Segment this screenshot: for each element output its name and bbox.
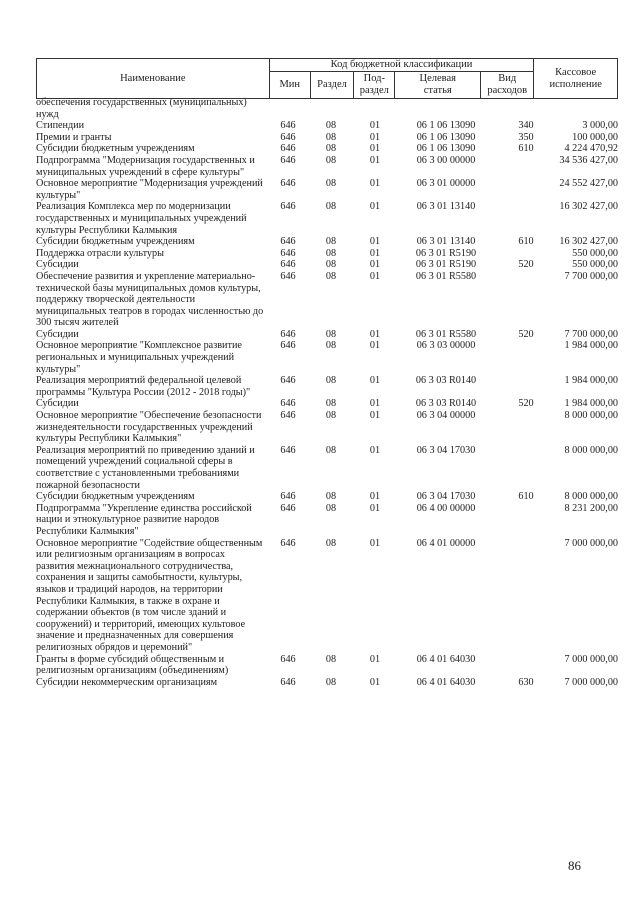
row-tselevaya: 06 4 01 64030 <box>416 676 476 688</box>
row-vid: 340 <box>518 120 534 132</box>
row-sum: 1 984 000,00 <box>564 398 618 410</box>
row-min: 646 <box>280 537 296 549</box>
row-razdel: 08 <box>325 143 337 155</box>
row-sum: 8 000 000,00 <box>564 444 618 456</box>
row-razdel: 08 <box>325 328 337 340</box>
row-name: Субсидии <box>36 259 79 271</box>
row-tselevaya: 06 1 06 13090 <box>416 143 476 155</box>
row-podrazdel: 01 <box>369 236 381 248</box>
row-tselevaya: 06 3 01 R5580 <box>415 270 477 282</box>
table-row <box>36 375 618 398</box>
row-min: 646 <box>280 398 296 410</box>
row-razdel: 08 <box>325 444 337 456</box>
row-sum: 34 536 427,00 <box>559 154 618 166</box>
row-podrazdel: 01 <box>369 444 381 456</box>
row-sum: 7 000 000,00 <box>564 537 618 549</box>
row-vid: 630 <box>518 676 534 688</box>
row-min: 646 <box>280 143 296 155</box>
row-min: 646 <box>280 236 296 248</box>
row-min: 646 <box>280 178 296 190</box>
row-sum: 1 984 000,00 <box>564 375 618 387</box>
row-min: 646 <box>280 444 296 456</box>
table-row <box>36 654 618 677</box>
row-name: обеспечения государственных (муниципальных) нужд <box>36 97 247 120</box>
row-vid: 610 <box>518 143 534 155</box>
row-tselevaya: 06 3 01 R5190 <box>415 259 477 271</box>
row-razdel: 08 <box>325 676 337 688</box>
row-razdel: 08 <box>325 259 337 271</box>
row-razdel: 08 <box>325 398 337 410</box>
row-min: 646 <box>280 410 296 422</box>
table-row <box>36 248 618 260</box>
row-podrazdel: 01 <box>369 340 381 352</box>
row-name: Основное мероприятие "Обеспечение безопасности жизнедеятельности государственных учреждений культуры Республики Калмыкия" <box>36 410 262 445</box>
row-tselevaya: 06 3 01 00000 <box>416 178 476 190</box>
row-name: Основное мероприятие "Содействие общественным или религиозным организациям в вопросах развития межнационального сотрудничества, сохранения и защиты самобытности, культуры, языков и традиций народов, на территории Республики Калмыкия, в также в охране и содержании объектов (в том числе зданий и сооружений) и территорий, имеющих культовое значение и предназначенных для совершения религиозных обрядов и церемоний" <box>36 537 263 653</box>
page-number: 86 <box>568 858 581 873</box>
row-min: 646 <box>280 131 296 143</box>
row-sum: 7 700 000,00 <box>564 328 618 340</box>
row-name: Реализация Комплекса мер по модернизации государственных и муниципальных учреждений культуры Республики Калмыкия <box>36 201 247 236</box>
row-tselevaya: 06 3 03 R0140 <box>415 375 477 387</box>
table-row <box>36 259 618 271</box>
row-razdel: 08 <box>325 270 337 282</box>
row-razdel: 08 <box>325 201 337 213</box>
row-vid: 520 <box>518 398 534 410</box>
row-podrazdel: 01 <box>369 328 381 340</box>
row-tselevaya: 06 3 04 17030 <box>416 444 476 456</box>
table-row <box>36 410 618 445</box>
row-min: 646 <box>280 259 296 271</box>
row-razdel: 08 <box>325 537 337 549</box>
table-row <box>36 677 618 689</box>
row-tselevaya: 06 3 01 R5580 <box>415 328 477 340</box>
row-name: Субсидии <box>36 398 79 410</box>
row-min: 646 <box>280 653 296 665</box>
row-sum: 550 000,00 <box>572 259 618 271</box>
row-razdel: 08 <box>325 131 337 143</box>
row-razdel: 08 <box>325 491 337 503</box>
row-sum: 16 302 427,00 <box>559 236 618 248</box>
row-name: Подпрограмма "Укрепление единства российской нации и этнокультурное развитие народов Республики Калмыкия" <box>36 502 252 537</box>
row-sum: 100 000,00 <box>572 131 618 143</box>
row-podrazdel: 01 <box>369 259 381 271</box>
row-sum: 7 700 000,00 <box>564 270 618 282</box>
row-min: 646 <box>280 340 296 352</box>
header-podrazdel: Под- раздел <box>354 72 395 99</box>
table-row <box>36 97 618 120</box>
row-min: 646 <box>280 120 296 132</box>
row-tselevaya: 06 1 06 13090 <box>416 120 476 132</box>
row-razdel: 08 <box>325 340 337 352</box>
header-tselevaya: Целевая статья <box>395 72 481 99</box>
row-sum: 550 000,00 <box>572 247 618 259</box>
row-tselevaya: 06 3 03 00000 <box>416 340 476 352</box>
row-podrazdel: 01 <box>369 270 381 282</box>
row-podrazdel: 01 <box>369 120 381 132</box>
row-name: Подпрограмма "Модернизация государственных и муниципальных учреждений в сфере культуры" <box>36 154 255 178</box>
row-min: 646 <box>280 375 296 387</box>
row-vid: 610 <box>518 491 534 503</box>
row-tselevaya: 06 3 01 13140 <box>416 201 476 213</box>
row-sum: 7 000 000,00 <box>564 653 618 665</box>
row-tselevaya: 06 4 01 64030 <box>416 653 476 665</box>
row-tselevaya: 06 4 00 00000 <box>416 502 476 514</box>
row-razdel: 08 <box>325 410 337 422</box>
table-row <box>36 329 618 341</box>
row-min: 646 <box>280 328 296 340</box>
row-razdel: 08 <box>325 120 337 132</box>
row-podrazdel: 01 <box>369 131 381 143</box>
row-tselevaya: 06 3 04 17030 <box>416 491 476 503</box>
row-name: Субсидии бюджетным учреждениям <box>36 491 195 503</box>
row-sum: 8 000 000,00 <box>564 410 618 422</box>
table-row <box>36 538 618 654</box>
row-razdel: 08 <box>325 154 337 166</box>
row-name: Обеспечение развития и укрепление материально-технической базы муниципальных домов культуры, поддержку творческой деятельности муниципальных театров в городах численностью до 300 тысяч жителей <box>36 270 264 329</box>
row-min: 646 <box>280 676 296 688</box>
row-min: 646 <box>280 154 296 166</box>
row-name: Стипендии <box>36 120 85 132</box>
table-body <box>36 97 618 688</box>
row-min: 646 <box>280 491 296 503</box>
row-podrazdel: 01 <box>369 491 381 503</box>
row-sum: 16 302 427,00 <box>559 201 618 213</box>
table-row <box>36 398 618 410</box>
row-name: Поддержка отрасли культуры <box>36 247 164 259</box>
table-row <box>36 178 618 201</box>
header-vid: Вид расходов <box>481 72 534 99</box>
table-row <box>36 340 618 375</box>
row-min: 646 <box>280 502 296 514</box>
header-kassa: Кассовое исполнение <box>534 59 618 99</box>
row-razdel: 08 <box>325 236 337 248</box>
table-row <box>36 120 618 132</box>
header-razdel: Раздел <box>310 72 353 99</box>
row-podrazdel: 01 <box>369 178 381 190</box>
row-razdel: 08 <box>325 653 337 665</box>
header-code-group: Код бюджетной классификации <box>269 59 534 72</box>
row-tselevaya: 06 3 01 13140 <box>416 236 476 248</box>
row-min: 646 <box>280 247 296 259</box>
header-min: Мин <box>269 72 310 99</box>
row-tselevaya: 06 1 06 13090 <box>416 131 476 143</box>
table-row <box>36 201 618 236</box>
row-tselevaya: 06 3 04 00000 <box>416 410 476 422</box>
row-vid: 610 <box>518 236 534 248</box>
row-sum: 4 224 470,92 <box>564 143 618 155</box>
row-podrazdel: 01 <box>369 537 381 549</box>
table-header <box>36 58 618 99</box>
table-row <box>36 236 618 248</box>
row-name: Гранты в форме субсидий общественным и религиозным организациям (объединениям) <box>36 653 229 677</box>
row-podrazdel: 01 <box>369 201 381 213</box>
row-razdel: 08 <box>325 375 337 387</box>
row-min: 646 <box>280 270 296 282</box>
row-name: Субсидии бюджетным учреждениям <box>36 143 195 155</box>
row-podrazdel: 01 <box>369 502 381 514</box>
row-name: Реализация мероприятий федеральной целевой программы "Культура России (2012 - 2018 годы)" <box>36 375 251 398</box>
row-name: Основное мероприятие "Комплексное развитие региональных и муниципальных учреждений культуры" <box>36 340 242 375</box>
row-podrazdel: 01 <box>369 653 381 665</box>
row-name: Субсидии некоммерческим организациям <box>36 676 218 688</box>
row-sum: 24 552 427,00 <box>559 178 618 190</box>
header-name: Наименование <box>37 59 270 99</box>
table-row <box>36 445 618 491</box>
row-razdel: 08 <box>325 502 337 514</box>
row-name: Основное мероприятие "Модернизация учреждений культуры" <box>36 178 263 201</box>
row-tselevaya: 06 3 03 R0140 <box>415 398 477 410</box>
row-sum: 8 231 200,00 <box>564 502 618 514</box>
row-sum: 1 984 000,00 <box>564 340 618 352</box>
table-row <box>36 491 618 503</box>
row-tselevaya: 06 3 00 00000 <box>416 154 476 166</box>
table-row <box>36 503 618 538</box>
table-row <box>36 155 618 178</box>
row-podrazdel: 01 <box>369 676 381 688</box>
row-tselevaya: 06 3 01 R5190 <box>415 247 477 259</box>
row-razdel: 08 <box>325 247 337 259</box>
row-vid: 520 <box>518 259 534 271</box>
row-min: 646 <box>280 201 296 213</box>
row-vid: 350 <box>518 131 534 143</box>
row-podrazdel: 01 <box>369 398 381 410</box>
row-name: Субсидии бюджетным учреждениям <box>36 236 195 248</box>
row-sum: 3 000,00 <box>582 120 618 132</box>
table-row <box>36 143 618 155</box>
row-podrazdel: 01 <box>369 375 381 387</box>
row-sum: 8 000 000,00 <box>564 491 618 503</box>
row-name: Премии и гранты <box>36 131 112 143</box>
table-row <box>36 271 618 329</box>
row-name: Реализация мероприятий по приведению зданий и помещений учреждений социальной сферы в соответствие с установленными требованиями пожарной безопасности <box>36 444 255 491</box>
row-podrazdel: 01 <box>369 154 381 166</box>
row-podrazdel: 01 <box>369 247 381 259</box>
row-podrazdel: 01 <box>369 410 381 422</box>
table-row <box>36 132 618 144</box>
row-vid: 520 <box>518 328 534 340</box>
row-razdel: 08 <box>325 178 337 190</box>
row-tselevaya: 06 4 01 00000 <box>416 537 476 549</box>
row-podrazdel: 01 <box>369 143 381 155</box>
row-sum: 7 000 000,00 <box>564 676 618 688</box>
row-name: Субсидии <box>36 328 79 340</box>
